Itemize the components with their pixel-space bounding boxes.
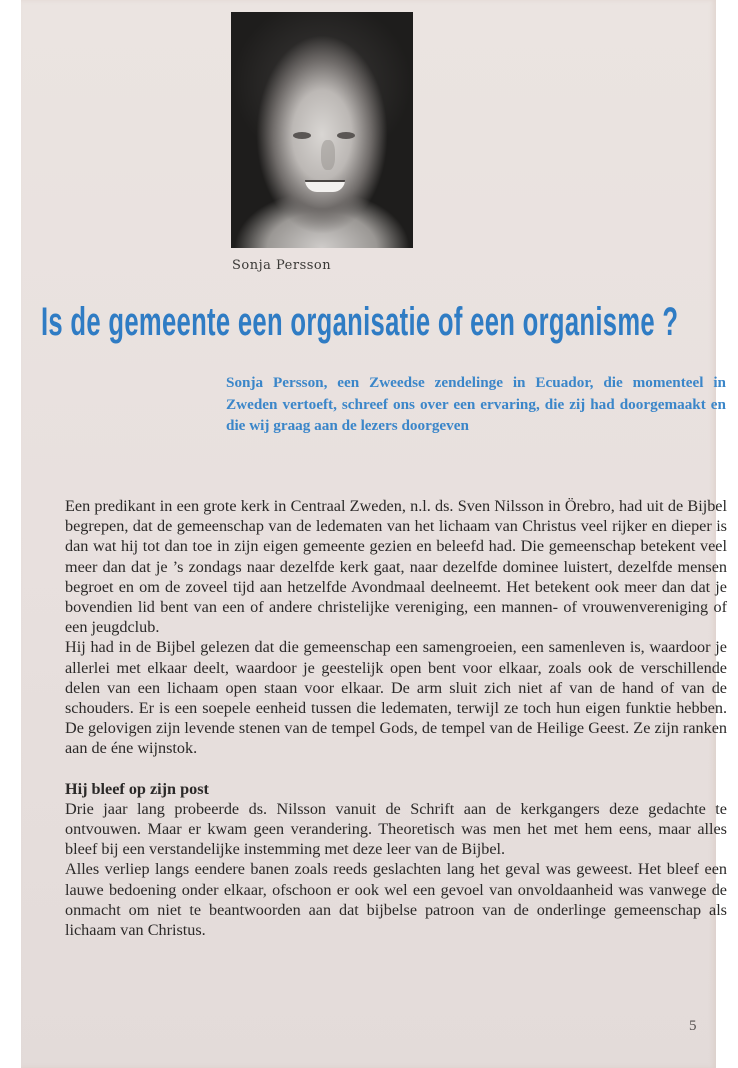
body-paragraph: Een predikant in een grote kerk in Centraal Zweden, n.l. ds. Sven Nilsson in Örebro, had uit de Bijbel begrepen, dat de gemeenschap van de ledematen van het lichaam van Christus veel rijker en dieper is dan wat hij tot dan toe in zijn eigen gemeente gezien en beleefd had. Die gemeenschap betekent veel meer dan dat je ’s zondags naar dezelfde kerk gaat, naar dezelfde dominee luistert, dezelfde mensen begroet en om de zoveel tijd aan hetzelfde Avondmaal deelneemt. Het betekent ook meer dan dat je bovendien lid bent van een of andere christelijke vereniging, een mannen- of vrouwenvereniging of een jeugdclub. xyxy=(65,497,727,637)
article-body xyxy=(65,496,727,940)
body-paragraph: Hij had in de Bijbel gelezen dat die gemeenschap een samengroeien, een samenleven is, waardoor je allerlei met elkaar deelt, waardoor je geestelijk open bent voor elkaar, zoals ook de verschillende delen van een lichaam open staan voor elkaar. De arm sluit zich niet af van de hand of van de schouders. Er is een soepele eenheid tussen die ledematen, terwijl ze toch hun eigen funktie hebben. De gelovigen zijn levende stenen van de tempel Gods, de tempel van de Heilige Geest. Ze zijn ranken aan de éne wijnstok. xyxy=(65,638,727,758)
portrait-photo xyxy=(231,12,413,248)
section-subheading: Hij bleef op zijn post xyxy=(65,779,209,798)
photo-mouth xyxy=(305,180,345,192)
body-paragraph: Drie jaar lang probeerde ds. Nilsson vanuit de Schrift aan de kerkgangers deze gedachte te ontvouwen. Maar er kwam geen verandering. Theoretisch was men het met hem eens, maar alles bleef bij een verstandelijke instemming met deze leer van de Bijbel. xyxy=(65,799,727,859)
photo-nose xyxy=(321,140,335,170)
page-number: 5 xyxy=(689,1018,697,1034)
photo-eye-right xyxy=(337,132,355,139)
photo-eye-left xyxy=(293,132,311,139)
body-paragraph: Alles verliep langs eendere banen zoals reeds geslachten lang het geval was geweest. Het bleef een lauwe bedoening onder elkaar, ofschoon er ook wel een gevoel van onvoldaanheid was vanwege de onmacht om niet te beantwoorden aan dat bijbelse patroon van de onderlinge gemeenschap als lichaam van Christus. xyxy=(65,860,727,940)
magazine-page xyxy=(21,0,727,1068)
photo-caption: Sonja Persson xyxy=(232,258,332,273)
article-title: Is de gemeente een organisatie of een organisme ? xyxy=(41,300,679,344)
article-intro: Sonja Persson, een Zweedse zendelinge in Ecuador, die momenteel in Zweden vertoeft, schreef ons over een ervaring, die zij had doorgemaakt en die wij graag aan de lezers doorgeven xyxy=(226,374,726,434)
